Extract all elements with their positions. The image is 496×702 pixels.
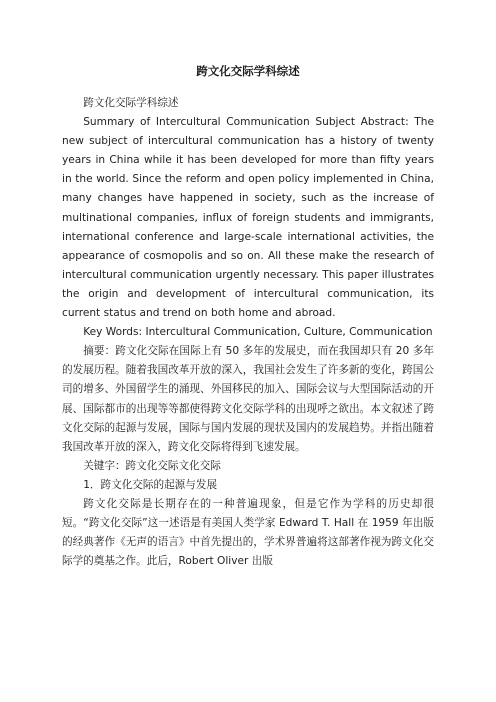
section-heading: 1．跨文化交际的起源与发展 (83, 478, 218, 491)
body-paragraph: 跨文化交际是长期存在的一种普遍现象，但是它作为学科的历史却很短。“跨文化交际”这一述语是有美国人类学家 Edward T. Hall 在 1959 年出版的经典著作《无声的语言》中首先提出的，学术界普遍将这部著作视为跨文化交际学的奠基之作。此后，Robert Oliver 出版 (62, 497, 434, 568)
document-title: 跨文化交际学科综述 (196, 64, 300, 78)
document-body (62, 94, 434, 571)
subtitle-paragraph: 跨文化交际学科综述 (83, 97, 179, 109)
english-abstract-paragraph: Summary of Intercultural Communication Subject Abstract: The new subject of intercultural communication has a history of twenty years in China while it has been developed for more than fifty years in the world. Since the reform and open policy implemented in China, many changes have happened in society, such as the increase of multinational companies, influx of foreign students and immigrants, international conference and large-scale international activities, the appearance of cosmopolis and so on. All these make the research of intercultural communication urgently necessary. This paper illustrates the origin and development of intercultural communication, its current status and trend on both home and abroad. (62, 116, 434, 320)
chinese-abstract-paragraph: 摘要：跨文化交际在国际上有 50 多年的发展史，而在我国却只有 20 多年的发展历程。随着我国改革开放的深入，我国社会发生了许多新的变化，跨国公司的增多、外国留学生的涌现、外国移民的加入、国际会议与大型国际活动的开展、国际都市的出现等等都使得跨文化交际学科的出现呼之欲出。本文叙述了跨文化交际的起源与发展，国际与国内发展的现状及国内的发展趋势。并指出随着我国改革开放的深入，跨文化交际将得到飞速发展。 (62, 345, 434, 453)
english-keywords-paragraph: Key Words: Intercultural Communication, Culture, Communication (83, 326, 433, 339)
chinese-keywords-paragraph: 关键字：跨文化交际文化交际 (83, 459, 221, 472)
